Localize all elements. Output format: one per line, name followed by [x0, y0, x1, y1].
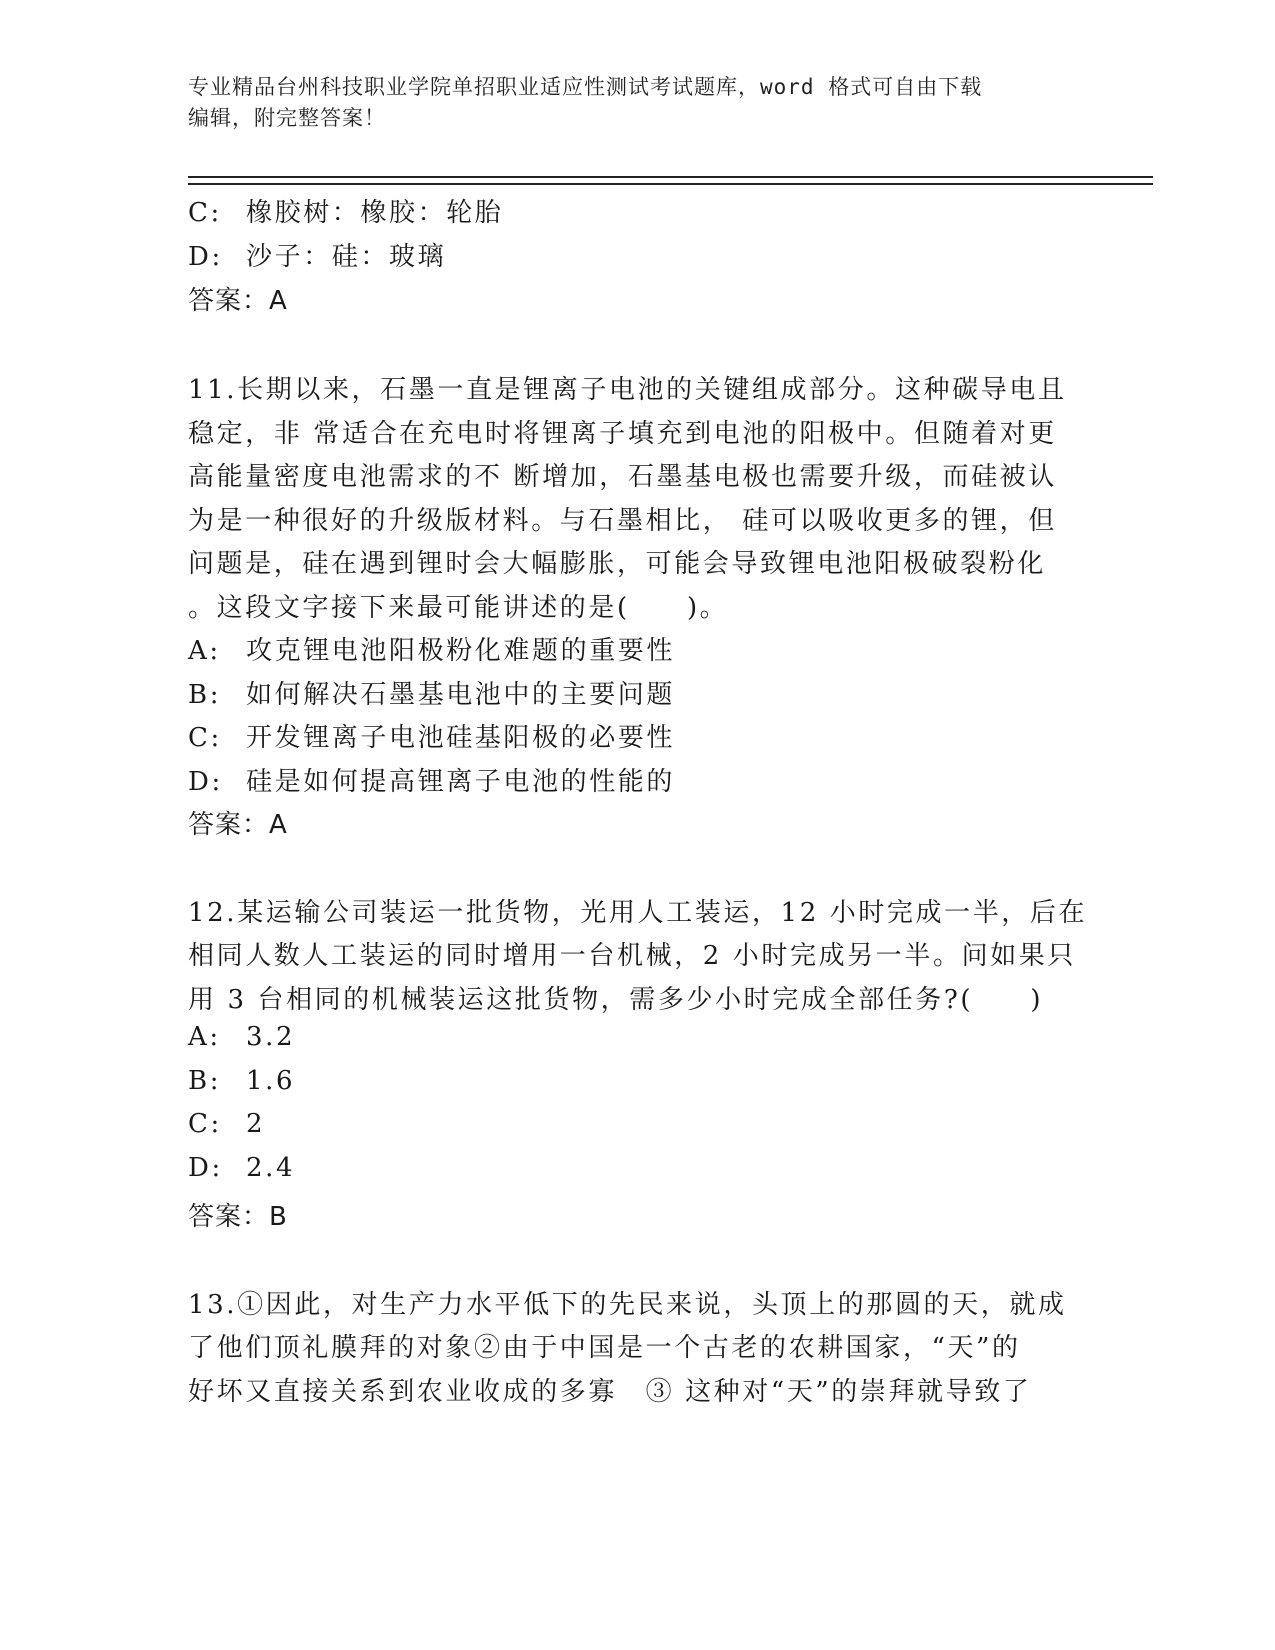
option-text: 硅是如何提高锂离子电池的性能的 [246, 767, 676, 797]
option-key: D: [188, 767, 223, 797]
option-key: B: [188, 680, 222, 710]
q11-option-d [188, 761, 675, 798]
option-text: 3.2 [246, 1022, 296, 1052]
q12-option-c [188, 1109, 265, 1139]
q10-answer: 答案：A [188, 286, 288, 316]
q13-stem-line-3: 好坏又直接关系到农业收成的多寡 ③ 这种对“天”的崇拜就导致了 [188, 1377, 1032, 1407]
q13-stem-line-2: 了他们顶礼膜拜的对象②由于中国是一个古老的农耕国家，“天”的 [188, 1333, 1021, 1363]
page-header [188, 72, 1088, 134]
option-key: B: [188, 1066, 222, 1096]
q10-option-d [188, 236, 446, 273]
q11-stem-line-5: 问题是，硅在遇到锂时会大幅膨胀，可能会导致锂电池阳极破裂粉化 [188, 549, 1047, 579]
q12-answer: 答案：B [188, 1202, 288, 1232]
q11-option-a [188, 630, 675, 667]
option-key: C: [188, 198, 222, 228]
header-rule-top [188, 176, 1153, 178]
q11-stem-line-2: 稳定，非 常适合在充电时将锂离子填充到电池的阳极中。但随着对更 [188, 419, 1057, 449]
option-text: 1.6 [246, 1066, 296, 1096]
header-line-2: 编辑，附完整答案！ [188, 106, 386, 130]
q12-stem-line-3: 用 3 台相同的机械装运这批货物，需多少小时完成全部任务?( ) [188, 985, 1044, 1015]
q12-option-b [188, 1066, 295, 1096]
option-text: 攻克锂电池阳极粉化难题的重要性 [246, 636, 676, 666]
option-text: 橡胶树：橡胶：轮胎 [246, 198, 504, 228]
option-text: 沙子：硅：玻璃 [246, 242, 447, 272]
q11-stem-line-3: 高能量密度电池需求的不 断增加，石墨基电极也需要升级，而硅被认 [188, 462, 1057, 492]
q11-option-c [188, 717, 675, 754]
q10-option-c [188, 192, 503, 229]
option-text: 2.4 [246, 1153, 296, 1183]
q11-stem-line-4: 为是一种很好的升级版材料。与石墨相比， 硅可以吸收更多的锂，但 [188, 506, 1057, 536]
q12-option-d [188, 1153, 295, 1183]
q12-stem-line-2: 相同人数人工装运的同时增用一台机械，2 小时完成另一半。问如果只 [188, 941, 1077, 971]
q13-stem-line-1: 13.①因此，对生产力水平低下的先民来说，头顶上的那圆的天，就成 [188, 1290, 1067, 1320]
option-key: A: [188, 1022, 221, 1052]
option-key: C: [188, 1109, 222, 1139]
q12-option-a [188, 1022, 295, 1052]
q12-stem-line-1: 12.某运输公司装运一批货物，光用人工装运，12 小时完成一半，后在 [188, 898, 1088, 928]
header-rule-bottom [188, 183, 1153, 185]
option-text: 开发锂离子电池硅基阳极的必要性 [246, 723, 676, 753]
q11-option-b [188, 674, 675, 711]
header-line-1: 专业精品台州科技职业学院单招职业适应性测试考试题库，word 格式可自由下载 [188, 75, 983, 99]
option-key: C: [188, 723, 222, 753]
option-text: 如何解决石墨基电池中的主要问题 [246, 680, 676, 710]
option-key: D: [188, 1153, 223, 1183]
option-key: D: [188, 242, 223, 272]
q11-stem-line-6: 。这段文字接下来最可能讲述的是( )。 [188, 593, 729, 623]
q11-answer: 答案：A [188, 810, 288, 840]
option-key: A: [188, 636, 221, 666]
q11-stem-line-1: 11.长期以来，石墨一直是锂离子电池的关键组成部分。这种碳导电且 [188, 375, 1067, 405]
option-text: 2 [246, 1109, 266, 1139]
